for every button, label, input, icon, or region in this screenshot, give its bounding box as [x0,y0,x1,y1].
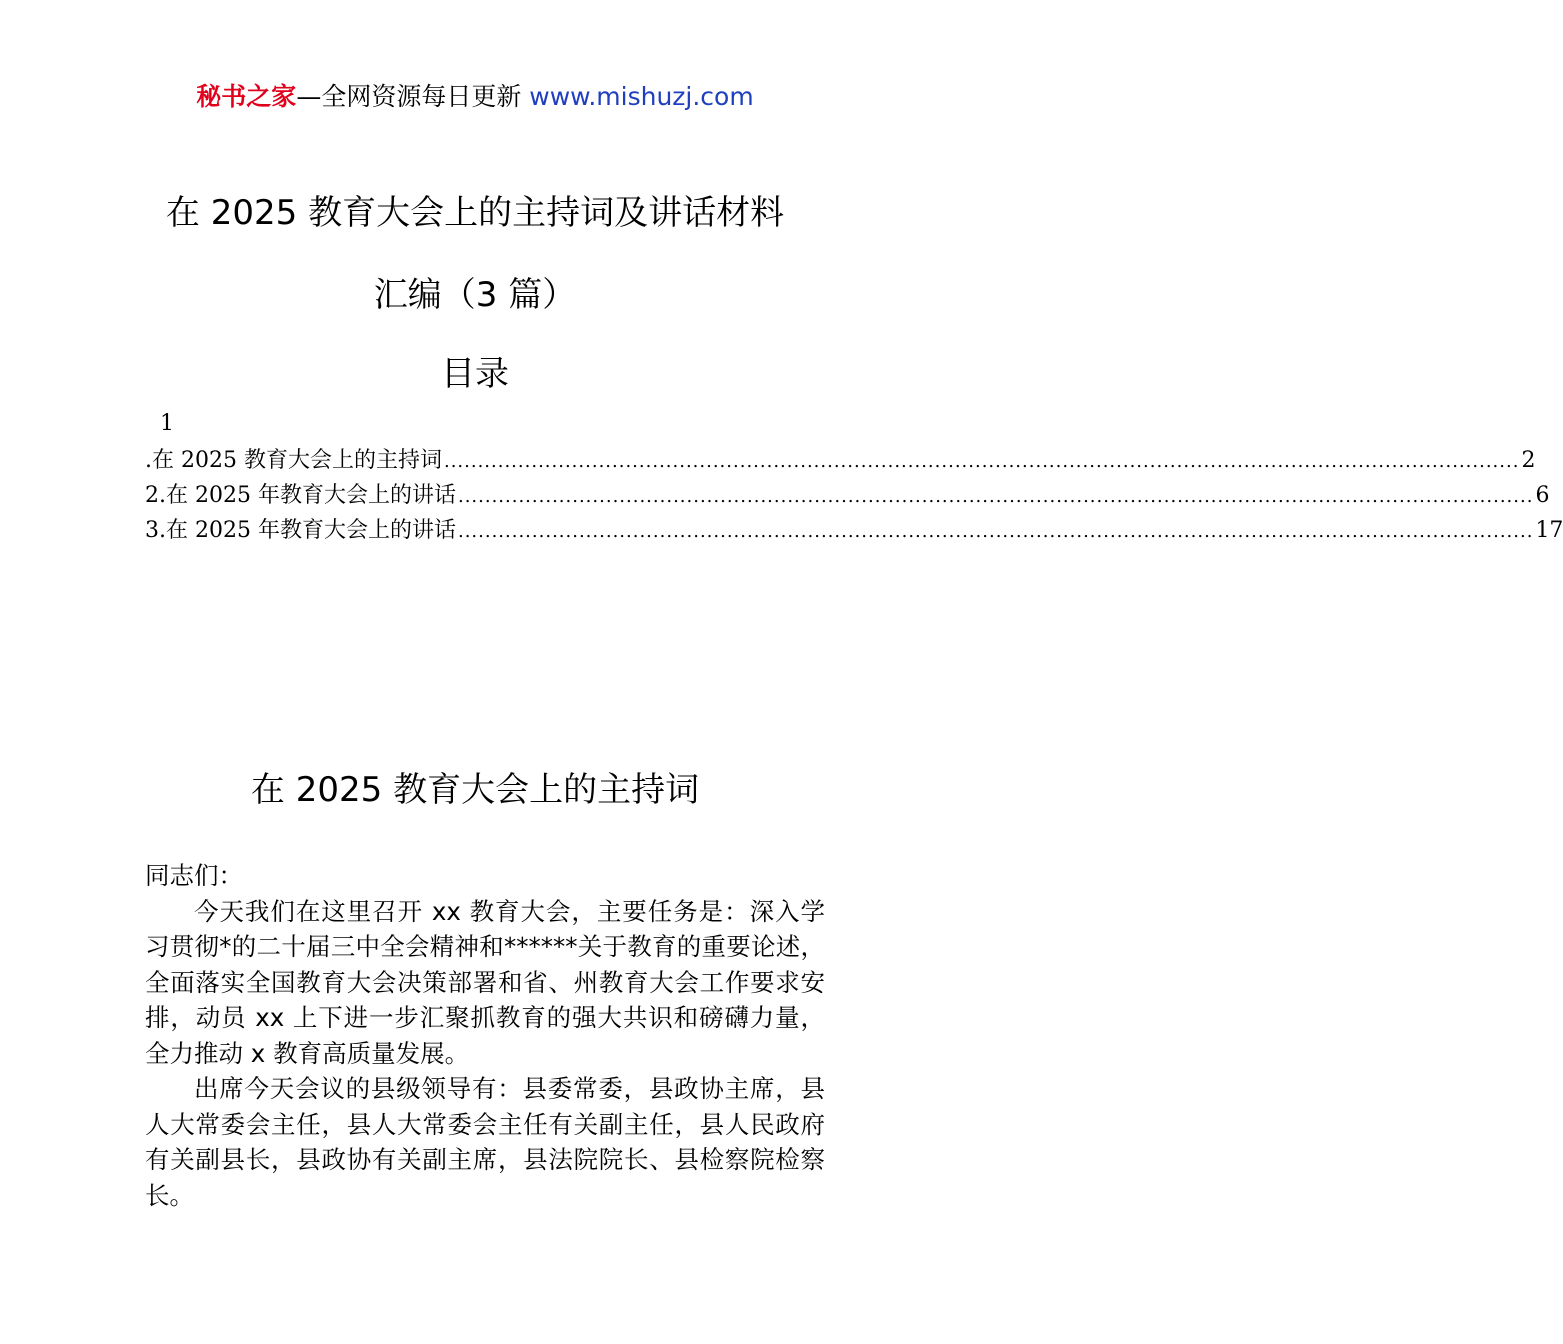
toc-entry-label: .在 2025 教育大会上的主持词 [145,448,442,473]
site-url-link[interactable]: www.mishuzj.com [529,82,754,111]
toc-dot-leader: ................................................................................................................................................................ [443,451,1520,472]
toc-entry-page: 2 [1521,448,1536,473]
toc-entry[interactable] [145,478,1550,513]
toc-entry-page: 6 [1535,483,1550,508]
body-paragraph: 出席今天会议的县级领导有：县委常委，县政协主席，县人大常委会主任，县人大常委会主任有关副主任，县人民政府有关副县长，县政协有关副主席，县法院院长、县检察院检察长。 [145,1074,825,1210]
greeting: 同志们： [145,861,243,890]
toc-dot-leader: ................................................................................................................................................................ [457,521,1534,542]
document-title-line-1: 在 2025 教育大会上的主持词及讲话材料 [165,193,785,233]
toc-entry-label: 2.在 2025 年教育大会上的讲话 [145,483,456,508]
toc-first-number: 1 [160,411,174,436]
toc-entry[interactable] [145,513,1563,548]
toc-entry[interactable] [145,443,1536,478]
site-slogan: —全网资源每日更新 [296,82,522,111]
site-brand: 秘书之家 [196,82,297,111]
table-of-contents [145,405,1563,548]
section-title: 在 2025 教育大会上的主持词 [250,770,700,810]
section-body [145,858,825,1213]
site-banner [0,80,950,114]
toc-entry-page: 17 [1535,518,1563,543]
document-title [0,172,950,336]
toc-dot-leader: ................................................................................................................................................................ [457,486,1534,507]
document-title-line-2: 汇编（3 篇） [373,275,577,315]
toc-entry-label: 3.在 2025 年教育大会上的讲话 [145,518,456,543]
toc-heading: 目录 [441,354,509,394]
body-paragraph: 今天我们在这里召开 xx 教育大会，主要任务是：深入学习贯彻*的二十届三中全会精神和******关于教育的重要论述，全面落实全国教育大会决策部署和省、州教育大会工作要求安排，动员 xx 上下进一步汇聚抓教育的强大共识和磅礴力量，全力推动 x 教育高质量发展。 [145,896,825,1068]
